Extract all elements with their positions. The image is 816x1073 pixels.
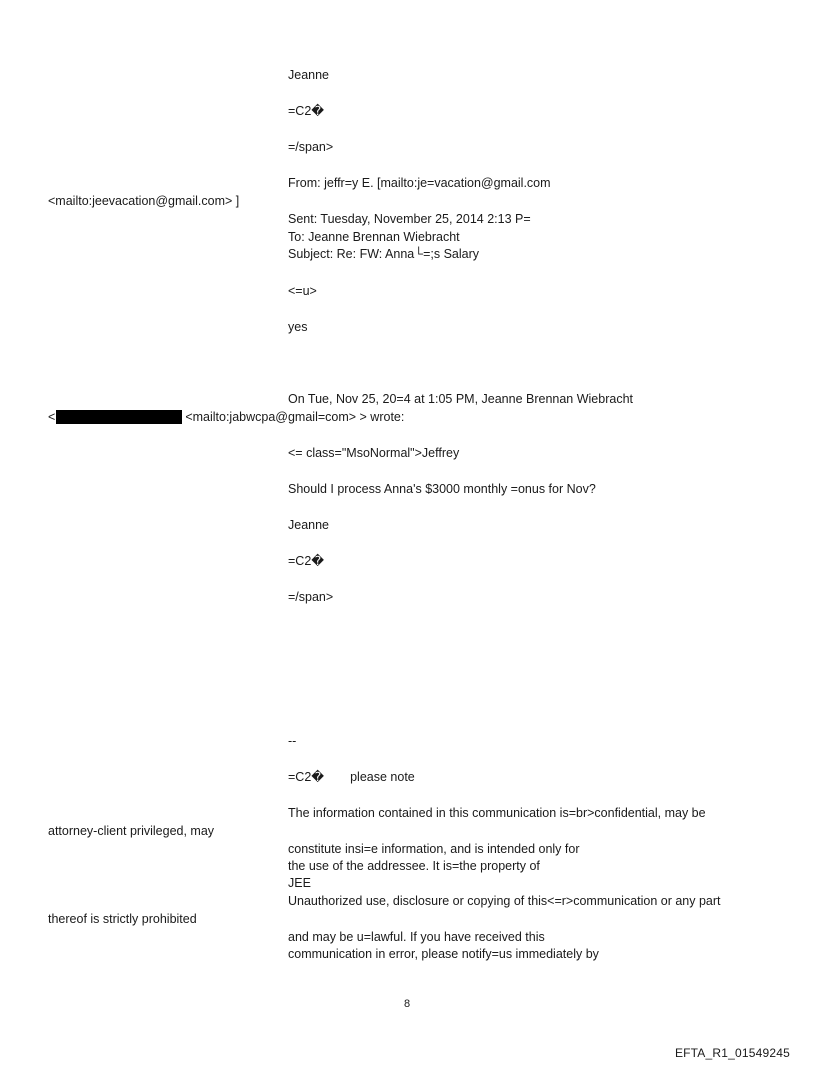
- disclaimer-line: Unauthorized use, disclosure or copying of this<=r>communication or any part: [288, 894, 721, 908]
- quote-sender-mailto: <mailto:jabwcpa@gmail=com> > wrote:: [185, 410, 405, 424]
- notice-heading: [288, 770, 415, 784]
- disclaimer-line: thereof is strictly prohibited: [48, 912, 197, 926]
- encoded-char: =C2�: [288, 770, 325, 784]
- quoted-signature-name: Jeanne: [288, 518, 330, 532]
- sent-line: Sent: Tuesday, November 25, 2014 2:13 P=: [288, 212, 531, 226]
- quote-header-line: On Tue, Nov 25, 20=4 at 1:05 PM, Jeanne Brennan Wiebracht: [288, 392, 634, 406]
- disclaimer-line: The information contained in this communication is=br>confidential, may be: [288, 806, 706, 820]
- encoded-char-line: =C2�: [288, 104, 325, 118]
- disclaimer-line: and may be u=lawful. If you have received this: [288, 930, 545, 944]
- please-note-text: please note: [350, 770, 415, 784]
- html-fragment-line: =/span>: [288, 590, 334, 604]
- disclaimer-line: the use of the addressee. It is=the property of: [288, 859, 540, 873]
- to-line: To: Jeanne Brennan Wiebracht: [288, 230, 460, 244]
- html-fragment-line: =/span>: [288, 140, 334, 154]
- from-line: From: jeffr=y E. [mailto:je=vacation@gmail.com: [288, 176, 551, 190]
- disclaimer-line: communication in error, please notify=us immediately by: [288, 947, 599, 961]
- html-fragment-line: <=u>: [288, 284, 317, 298]
- reply-text: yes: [288, 320, 308, 334]
- page-number: 8: [404, 998, 411, 1010]
- quote-sender-open-bracket: <: [48, 410, 56, 424]
- quoted-question: Should I process Anna's $3000 monthly =onus for Nov?: [288, 482, 596, 496]
- quoted-greeting: <= class="MsoNormal">Jeffrey: [288, 446, 460, 460]
- redaction-block: [56, 410, 182, 424]
- disclaimer-line: constitute insi=e information, and is intended only for: [288, 842, 580, 856]
- encoded-char-line: =C2�: [288, 554, 325, 568]
- disclaimer-line: attorney-client privileged, may: [48, 824, 215, 838]
- disclaimer-line: JEE: [288, 876, 311, 890]
- bates-number: EFTA_R1_01549245: [674, 1046, 790, 1060]
- from-mailto-line: <mailto:jeevacation@gmail.com> ]: [48, 194, 240, 208]
- subject-line: Subject: Re: FW: Anna└=;s Salary: [288, 247, 480, 261]
- signature-separator: --: [288, 734, 297, 748]
- quote-sender-line: [48, 410, 404, 424]
- signature-name: Jeanne: [288, 68, 330, 82]
